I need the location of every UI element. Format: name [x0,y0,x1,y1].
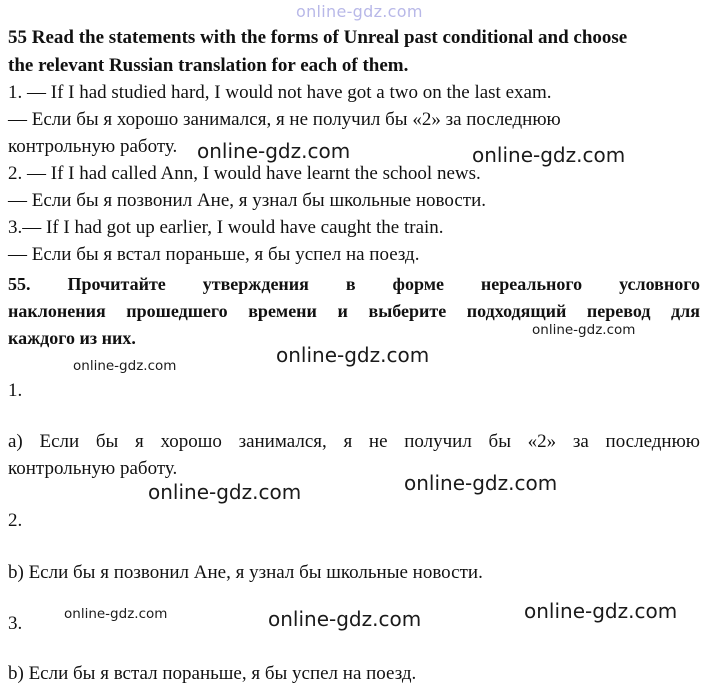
watermark: online-gdz.com [73,358,177,374]
russian-heading-line-3: каждого из них. [8,328,136,348]
english-heading-line-2: the relevant Russian translation for each of them. [8,55,409,76]
watermark: online-gdz.com [276,343,430,367]
statement-3-english: 3.— If I had got up earlier, I would have caught the train. [8,217,444,238]
answer-2-text: b) Если бы я позвонил Ане, я узнал бы школьные новости. [8,562,483,583]
answer-3-text: b) Если бы я встал пораньше, я бы успел на поезд. [8,663,417,684]
watermark: online-gdz.com [268,607,422,631]
statement-2-russian: — Если бы я позвонил Ане, я узнал бы школьные новости. [8,190,486,211]
russian-heading-line-2: наклонения прошедшего времени и выберите подходящий перевод для [8,301,700,321]
watermark-top: online-gdz.com [296,2,423,21]
watermark: online-gdz.com [524,599,678,623]
watermark: online-gdz.com [532,322,636,338]
watermark: online-gdz.com [472,143,626,167]
statement-3-russian: — Если бы я встал пораньше, я бы успел на поезд. [8,244,420,265]
answer-3-number: 3. [8,613,23,634]
watermark: online-gdz.com [404,471,558,495]
answer-1-number: 1. [8,380,23,401]
english-heading-line-1: 55 Read the statements with the forms of Unreal past conditional and choose [8,27,628,48]
statement-1-russian-line-1: — Если бы я хорошо занимался, я не получил бы «2» за последнюю [8,109,561,130]
answer-2-number: 2. [8,510,23,531]
watermark: online-gdz.com [64,606,168,622]
answer-1-text-line-2: контрольную работу. [8,458,178,479]
watermark: online-gdz.com [197,139,351,163]
watermark: online-gdz.com [148,480,302,504]
answer-1-text-line-1: a) Если бы я хорошо занимался, я не получил бы «2» за последнюю [8,431,700,452]
statement-1-english: 1. — If I had studied hard, I would not have got a two on the last exam. [8,82,552,103]
russian-heading-line-1: 55. Прочитайте утверждения в форме нереального условного [8,274,700,294]
statement-2-english: 2. — If I had called Ann, I would have learnt the school news. [8,163,481,184]
statement-1-russian-line-2: контрольную работу. [8,136,178,157]
